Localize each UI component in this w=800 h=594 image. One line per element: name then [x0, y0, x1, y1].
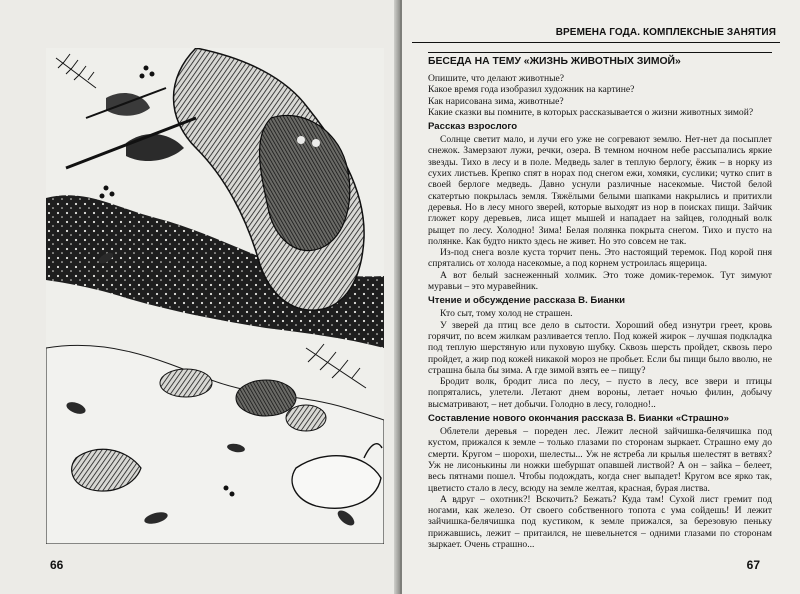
paragraph: А вдруг – охотник?! Вскочить? Бежать? Куда там! Сухой лист гремит под ногами, как железо. От своего собственного топота с ума сойдешь! И лежит зайчишка-белячишка под кустиком, к земле прижался, за березовую пеньку прижавшись, лежит – притаился, не шевельнется – одними глазами по сторонам зыркает. Очень страшно... [428, 493, 772, 550]
question: Какое время года изобразил художник на картине? [428, 84, 635, 96]
running-head: ВРЕМЕНА ГОДА. КОМПЛЕКСНЫЕ ЗАНЯТИЯ [412, 24, 780, 43]
winter-forest-illustration [46, 48, 384, 544]
question: Какие сказки вы помните, в которых рассказывается о жизни животных зимой? [428, 106, 754, 118]
question: Как нарисована зима, животные? [428, 95, 564, 107]
paragraph: У зверей да птиц все дело в сытости. Хороший обед изнутри греет, кровь горячит, по всем жилкам разливается тепло. Под кожей жирок – лучшая подкладка под теплую шерстяную или пуховую шубку. Сквозь шерсть пройдет, сквозь перо пройдет, а жир под кожей никакой мороз не пробьет. Если бы пищи было вволю, не страшна была бы зима. А где зимой взять ее – пищу? [428, 319, 772, 376]
subsection-title: Чтение и обсуждение рассказа В. Бианки [428, 295, 626, 307]
section-heading: БЕСЕДА НА ТЕМУ «ЖИЗНЬ ЖИВОТНЫХ ЗИМОЙ» [428, 52, 772, 68]
page-number: 67 [746, 558, 760, 572]
paragraph: Из-под снега возле куста торчит пень. Это настоящий теремок. Под корой пня спрятались от холода насекомые, а под корнем устроилась ящерица. [428, 247, 772, 270]
paragraph: А вот белый заснеженный холмик. Это тоже домик-теремок. Тут зимуют муравьи – это муравейник. [428, 269, 772, 293]
paragraph: Солнце светит мало, и лучи его уже не согревают землю. Нет-нет да посыплет снежок. Замерзают лужи, речки, озера. В темном ночном небе рассыпались яркие звезды. Тихо в лесу и в поле. Медведь залег в теплую берлогу, ёжик – в норку из сухих листьев. Крепко спят в норах под снегом ежи, хомяки, суслики; чутко спит в своей берлоге медведь. Давно уснули различные насекомые. Чистой белой скатертью покрылась земля. Тяжёлыми белыми шапками накрылись и притихли деревья. Но в лесу много зверей, которые выходят из нор в поисках пищи. Зайчик гложет кору деревьев, лиса ищет мышей и нападает на зайцев, голодный волк рыщет по лесу. Холодно! Зима! Белая полянка покрыта снегом. Тихо и пусто на полянке. Как будто никто здесь не живет. Но это совсем не так. [428, 134, 772, 247]
paragraph: Бродит волк, бродит лиса по лесу, – пусто в лесу, все звери и птицы попрятались, улетели. Летают днем вороны, летает ночью филин, добычу высматривают, – нет добычи. Голодно в лесу, голодно!.. [428, 376, 772, 410]
subsection-title: Составление нового окончания рассказа В. Бианки «Страшно» [428, 413, 729, 425]
question: Опишите, что делают животные? [428, 73, 565, 84]
right-page [402, 0, 800, 594]
left-page [0, 0, 398, 594]
page-text [428, 52, 772, 550]
paragraph: Облетели деревья – пореден лес. Лежит лесной зайчишка-белячишка под кустом, прижался к земле – только глазами по сторонам зыркает. Страшно ему до смерти. Кругом – шорохи, шелесты... Уж не ястреба ли крылья шелестят в ветвях? Уж не лисонькины ли ножки шебуршат опавшей листвой? А он – зайка – белеет, весь пятнами пошел. Чтобы подождать, когда снег выпадет! Кругом все ярко так, цветисто стало в лесу, всюду на земле желтая, красная, бурая листва. [428, 426, 772, 494]
paragraph: Кто сыт, тому холод не страшен. [440, 308, 573, 320]
page-number: 66 [50, 558, 64, 572]
subsection-title: Рассказ взрослого [428, 121, 518, 133]
